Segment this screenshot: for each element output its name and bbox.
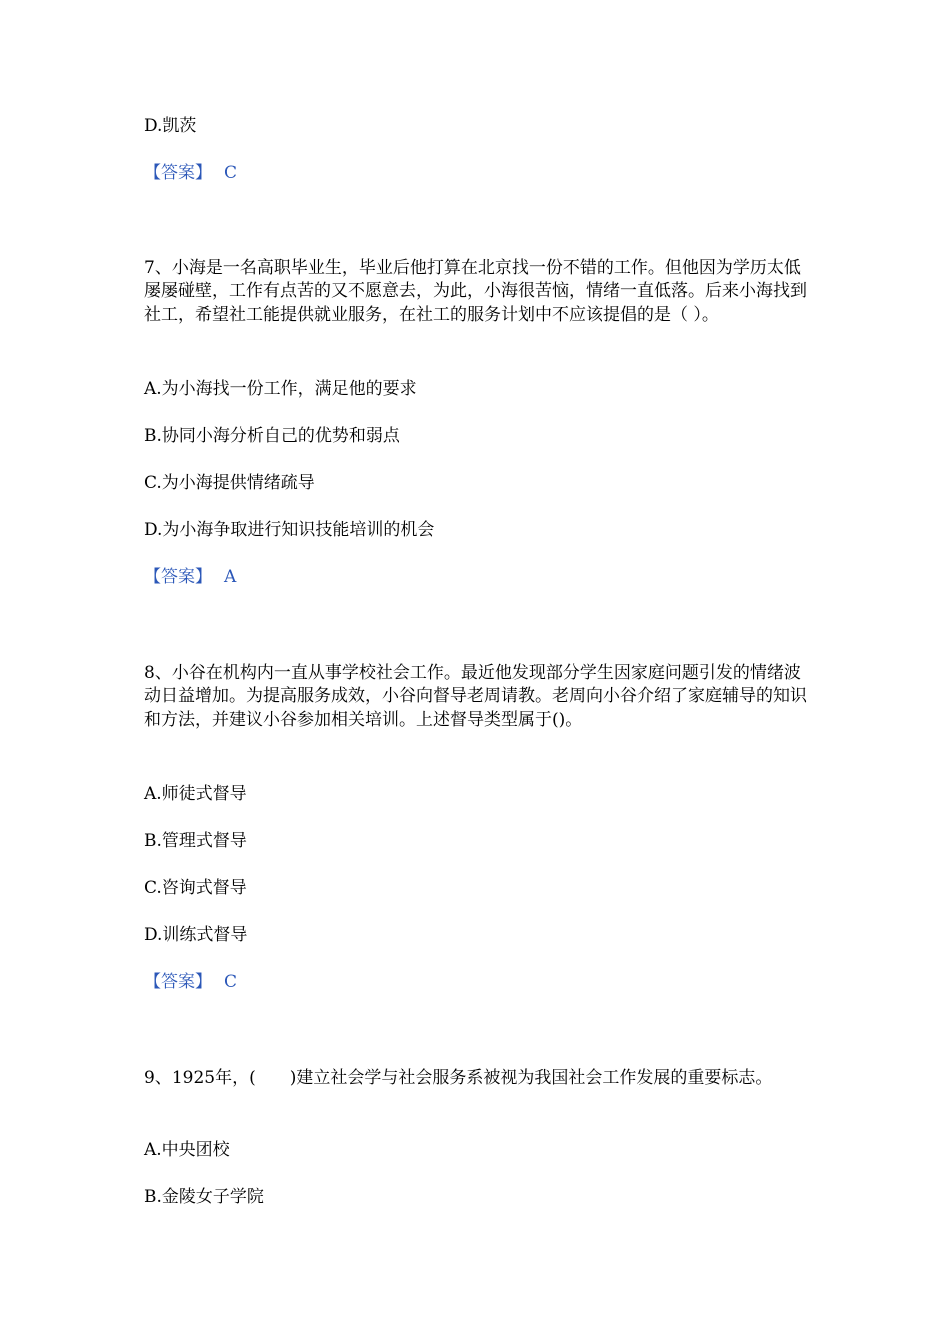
q9-stem: 9、1925年，( )建立社会学与社会服务系被视为我国社会工作发展的重要标志。 <box>144 1068 773 1088</box>
q8-option-a: A.师徒式督导 <box>144 784 247 804</box>
q8-answer <box>144 970 237 994</box>
q7-option-a: A.为小海找一份工作，满足他的要求 <box>144 379 417 399</box>
q7-option-c: C.为小海提供情绪疏导 <box>144 473 315 493</box>
answer-label: 【答案】 <box>144 163 212 183</box>
q9-option-b: B.金陵女子学院 <box>144 1187 264 1207</box>
q7-option-b: B.协同小海分析自己的优势和弱点 <box>144 426 400 446</box>
q8-option-c: C.咨询式督导 <box>144 878 247 898</box>
answer-value: A <box>224 567 237 587</box>
q6-option-d: D.凯茨 <box>144 116 197 136</box>
q8-option-b: B.管理式督导 <box>144 831 247 851</box>
answer-value: C <box>224 972 238 992</box>
q7-answer <box>144 565 236 589</box>
answer-label: 【答案】 <box>144 567 212 587</box>
q8-stem: 8、小谷在机构内一直从事学校社会工作。最近他发现部分学生因家庭问题引发的情绪波动日益增加。为提高服务成效，小谷向督导老周请教。老周向小谷介绍了家庭辅导的知识和方法，并建议小谷参加相关培训。上述督导类型属于()。 <box>144 663 807 730</box>
q7-stem: 7、小海是一名高职毕业生，毕业后他打算在北京找一份不错的工作。但他因为学历太低屡屡碰壁，工作有点苦的又不愿意去，为此，小海很苦恼，情绪一直低落。后来小海找到社工，希望社工能提供就业服务，在社工的服务计划中不应该提倡的是（ ）。 <box>144 258 807 325</box>
q9-option-a: A.中央团校 <box>144 1140 230 1160</box>
q7-option-d: D.为小海争取进行知识技能培训的机会 <box>144 520 435 540</box>
answer-value: C <box>224 163 238 183</box>
q6-answer <box>144 161 237 185</box>
q8-option-d: D.训练式督导 <box>144 925 248 945</box>
answer-label: 【答案】 <box>144 972 212 992</box>
